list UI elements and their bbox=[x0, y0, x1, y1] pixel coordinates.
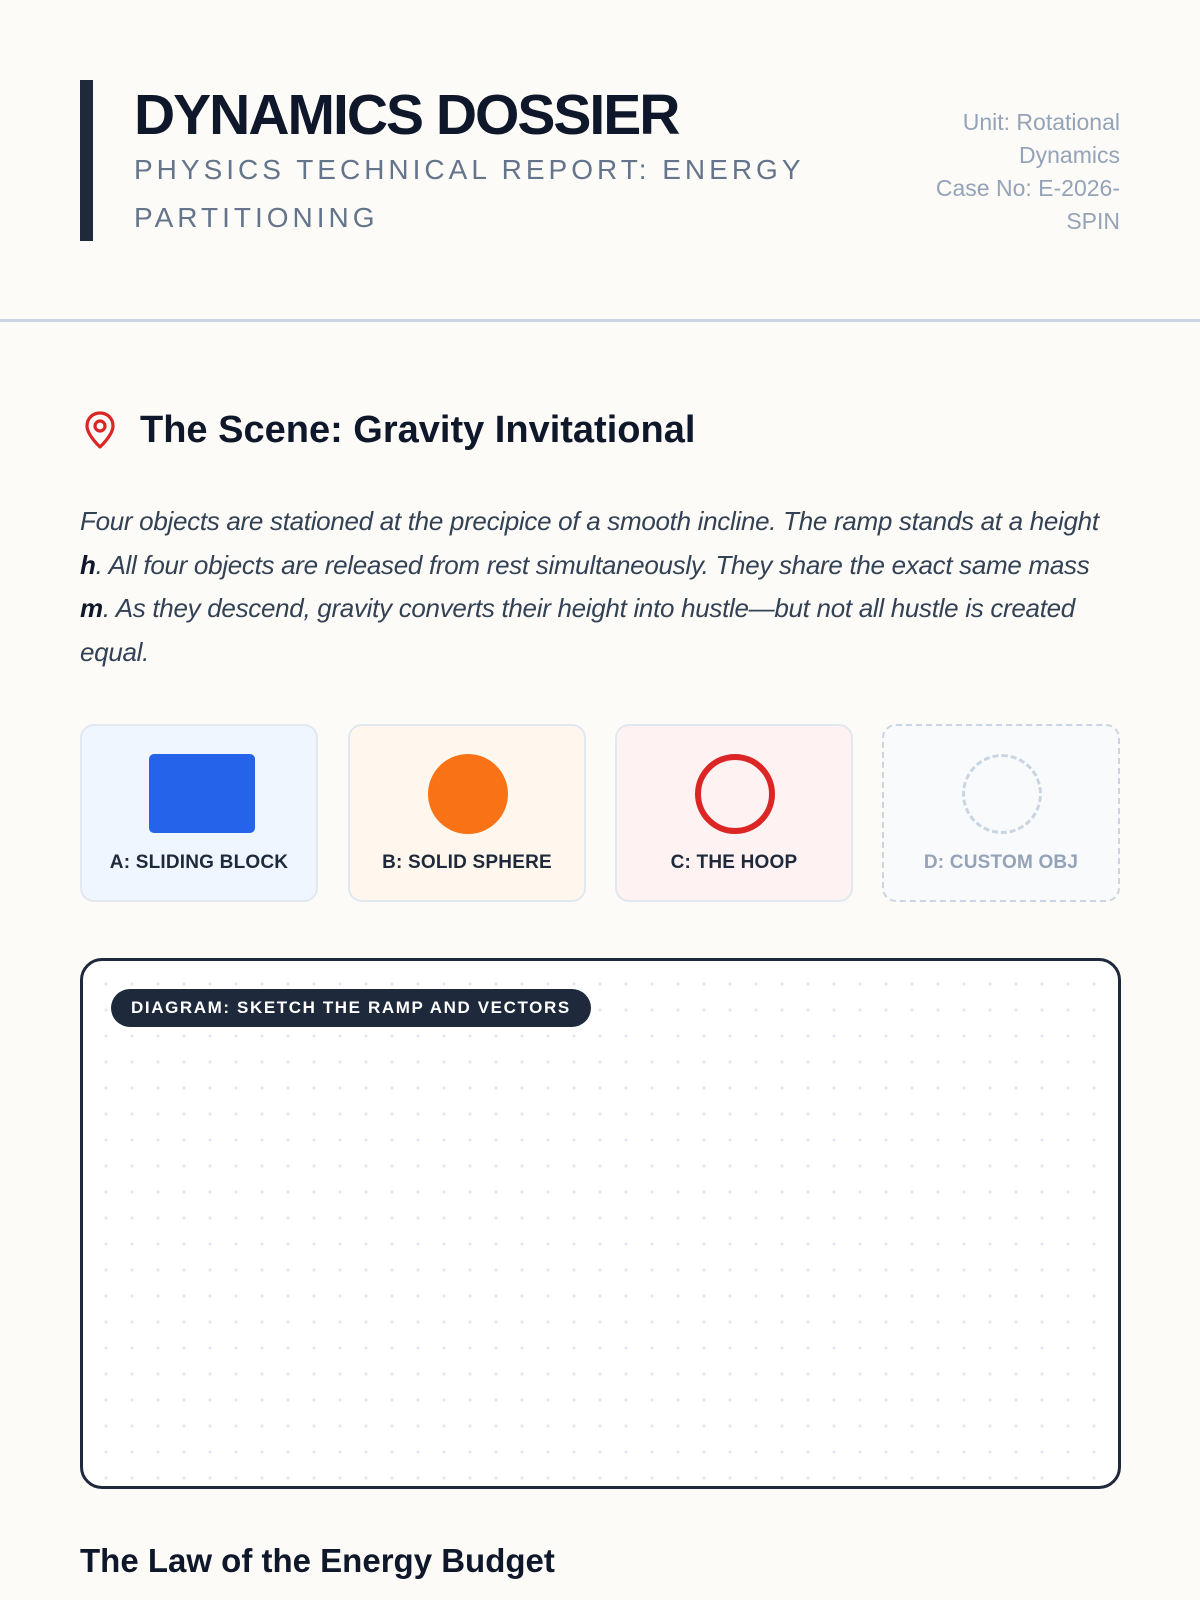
report-header bbox=[0, 0, 1200, 322]
mass-variable: m bbox=[80, 593, 103, 623]
unit-label: Unit: Rotational Dynamics bbox=[962, 109, 1120, 168]
square-block-icon bbox=[149, 754, 255, 833]
ring-icon bbox=[695, 754, 775, 834]
object-card-sliding-block[interactable] bbox=[80, 724, 318, 902]
section-title-energy-budget: The Law of the Energy Budget bbox=[80, 1542, 555, 1579]
object-label: A: SLIDING BLOCK bbox=[109, 852, 289, 873]
object-label: B: SOLID SPHERE bbox=[382, 852, 552, 873]
diagram-label: DIAGRAM: SKETCH THE RAMP AND VECTORS bbox=[111, 989, 591, 1027]
scene-heading bbox=[80, 402, 695, 458]
dashed-circle-icon bbox=[962, 754, 1042, 834]
map-pin-icon bbox=[80, 410, 120, 450]
header-accent-bar bbox=[80, 80, 93, 241]
diagram-sketch-area[interactable] bbox=[80, 958, 1121, 1489]
height-variable: h bbox=[80, 549, 96, 580]
report-title: DYNAMICS DOSSIER bbox=[134, 83, 679, 147]
report-subtitle: PHYSICS TECHNICAL REPORT: ENERGY PARTITIONING bbox=[134, 154, 804, 233]
object-card-hoop[interactable] bbox=[615, 724, 853, 902]
object-card-solid-sphere[interactable] bbox=[348, 724, 586, 902]
scene-title: The Scene: Gravity Invitational bbox=[140, 408, 696, 451]
object-card-custom[interactable] bbox=[882, 724, 1120, 902]
solid-circle-icon bbox=[428, 754, 508, 834]
report-meta bbox=[890, 106, 1120, 238]
object-label: C: THE HOOP bbox=[670, 852, 798, 873]
case-number: Case No: E-2026-SPIN bbox=[935, 175, 1120, 234]
object-label: D: CUSTOM OBJ bbox=[923, 852, 1079, 873]
scene-description: Four objects are stationed at the precipice of a smooth incline. The ramp stands at a height h. All four objects are released from rest simultaneously. They share the exact same mass m. As they descend, gravity converts their height into hustle—but not all hustle is created equal. bbox=[80, 506, 1099, 667]
